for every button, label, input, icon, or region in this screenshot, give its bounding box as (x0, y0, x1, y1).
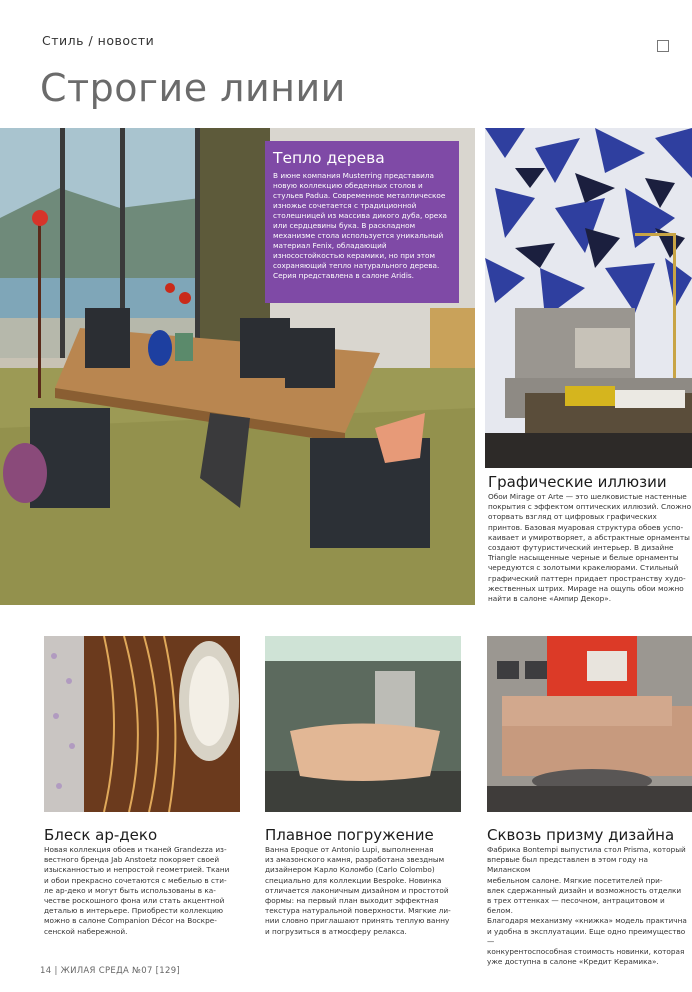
page-number: 14 (40, 966, 52, 976)
bath-heading: Плавное погружение (265, 826, 434, 844)
decorative-square (657, 40, 669, 52)
art-deco-wallpaper-photo (44, 636, 240, 812)
prism-heading: Сквозь призму дизайна (487, 826, 675, 844)
art-deco-text: Новая коллекция обоев и тканей Grandezza из- вестного бренда Jab Anstoetz покоряет своей изысканностью и непростой геометрией. Ткани и обои прекрасно сочетаются с мебелью в сти- ле ар-деко и могут быть использованы в ка- честве роскошного фона или стать акцентной деталью в интерьере. Приобрести коллекцию можно в салоне Companion Décor на Воскре- сенской набережной. (44, 845, 230, 936)
wallpaper-photo (485, 128, 692, 468)
feature-info-box (265, 141, 459, 303)
magazine-name: ЖИЛАЯ СРЕДА №07 [129] (60, 966, 181, 976)
graphic-text: Обои Mirage от Arte — это шелковистые настенные покрытия с эффектом оптических иллюзий. Сложно оторвать взгляд от цифровых графических принтов. Базовая муаровая структура обоев успо- каивает и умиротворяет, а абстрактные орнаменты создают футуристический интерьер. В дизайне Triangle насыщенные черные и белые орнаменты чередуются с золотыми кракелюрами. Стильный графический паттерн придает пространству худо- жественных штрих. Мирage на ощупь обои можно найти в салоне «Ампир Декор». (488, 492, 692, 604)
section-label: Стиль / новости (42, 33, 155, 48)
living-room-photo (487, 636, 692, 812)
bath-text: Ванна Epoque от Antonio Lupi, выполненная из амазонского камня, разработана звездным дизайнером Карло Коломбо (Carlo Colombo) специально для коллекции Bespoke. Новинка отличается лаконичным дизайном и простотой формы: на первый план выходит эффектная текстура натуральной поверхности. Мягкие ли- нии словно приглашают принять теплую ванну и погрузиться в атмосферу релакса. (265, 845, 451, 936)
bathtub-photo (265, 636, 461, 812)
graphic-article (488, 473, 667, 491)
prism-article (487, 826, 674, 844)
art-deco-article (44, 826, 157, 844)
graphic-heading: Графические иллюзии (488, 473, 667, 491)
page-title: Строгие линии (40, 66, 346, 110)
feature-text: В июне компания Musterring представила новую коллекцию обеденных столов и стульев Padua. Современное металлическое изножье сочетается с традиционной столешницей из массива дикого дуба, ореха или сердцевины бука. В раскладном механизме стола используется уникальный материал Fenix, обладающий износостойкостью керамики, но при этом сохраняющий тепло натурального дерева. Серия представлена в салоне Aridis. (273, 171, 447, 280)
art-deco-heading: Блеск ар-деко (44, 826, 158, 844)
feature-heading: Тепло дерева (273, 149, 385, 167)
footer (40, 966, 180, 976)
footer-divider: | (54, 966, 61, 976)
bath-article (265, 826, 434, 844)
prism-text: Фабрика Bontempi выпустила стол Prisma, который впервые был представлен в этом году на Миланском мебельном салоне. Мягкие посетителей при- влек сдержанный дизайн и возможность отделки в трех оттенках — песочном, антрацитовом и белом. Благодаря механизму «книжка» модель практична и удобна в эксплуатации. Еще одно преимущество — конкурентоспособная стоимость новинки, которая уже доступна в салоне «Кредит Керамика». (487, 845, 687, 967)
